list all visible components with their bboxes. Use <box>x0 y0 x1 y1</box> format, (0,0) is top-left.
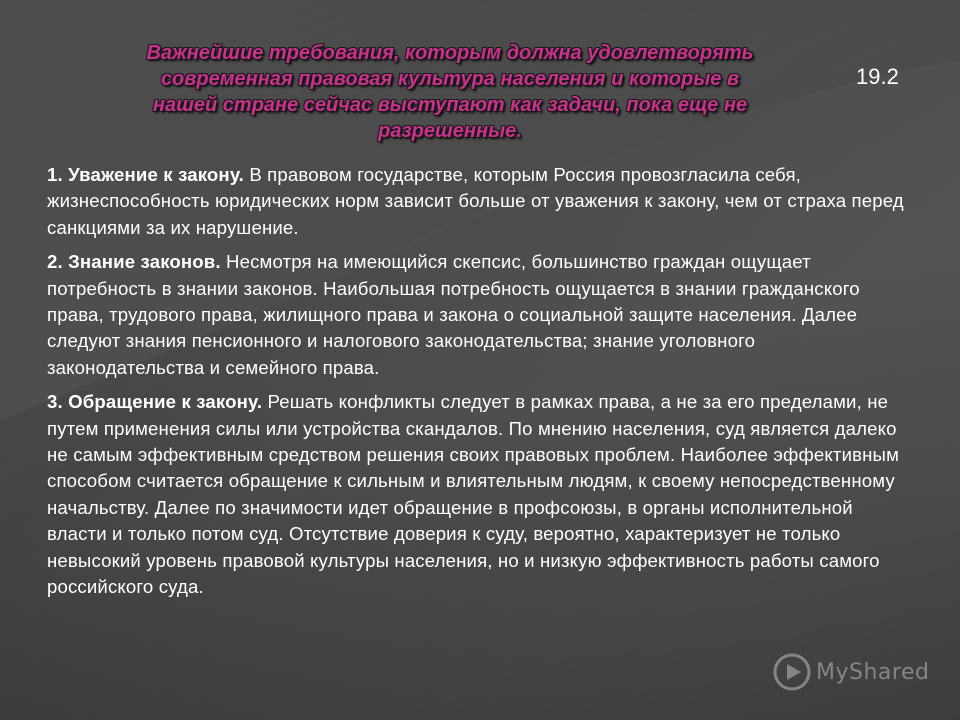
myshared-logo-icon <box>772 652 812 692</box>
item-text: Несмотря на имеющийся скепсис, большинство граждан ощущает потребность в знании законов. Наибольшая потребность ощущается в знании гражданского права, трудового права, жилищного права и закона о социальной защите населения. Далее следуют знания пенсионного и налогового законодательства; знание уголовного законодательства и семейного права. <box>47 251 860 378</box>
slide-body <box>47 162 913 609</box>
slide-title: Важнейшие требования, которым должна удовлетворять современная правовая культура населения и которые в нашей стране сейчас выступают как задачи, пока еще не разрешенные. <box>146 42 754 142</box>
item-text: В правовом государстве, которым Россия провозгласила себя, жизнеспособность юридических норм зависит больше от уважения к закону, чем от страха перед санкциями за их нарушение. <box>47 164 904 238</box>
item-heading: 1. Уважение к закону. <box>47 164 244 185</box>
item-text: Решать конфликты следует в рамках права, а не за его пределами, не путем применения силы или устройства скандалов. По мнению населения, суд является далеко не самым эффективным средством решения своих правовых проблем. Наиболее эффективным способом считается обращение к сильным и влиятельным людям, к своему непосредственному начальству. Далее по значимости идет обращение в профсоюзы, в органы исполнительной власти и только потом суд. Отсутствие доверия к суду, вероятно, характеризует не только невысокий уровень правовой культуры населения, но и низкую эффективность работы самого российского суда. <box>47 391 900 598</box>
watermark-text: MyShared <box>816 659 930 685</box>
watermark <box>772 652 929 692</box>
list-item <box>47 249 913 381</box>
slide-number: 19.2 <box>856 64 899 89</box>
item-heading: 2. Знание законов. <box>47 251 221 273</box>
list-item <box>47 162 913 241</box>
list-item <box>47 389 913 600</box>
item-heading: 3. Обращение к закону. <box>47 391 263 413</box>
